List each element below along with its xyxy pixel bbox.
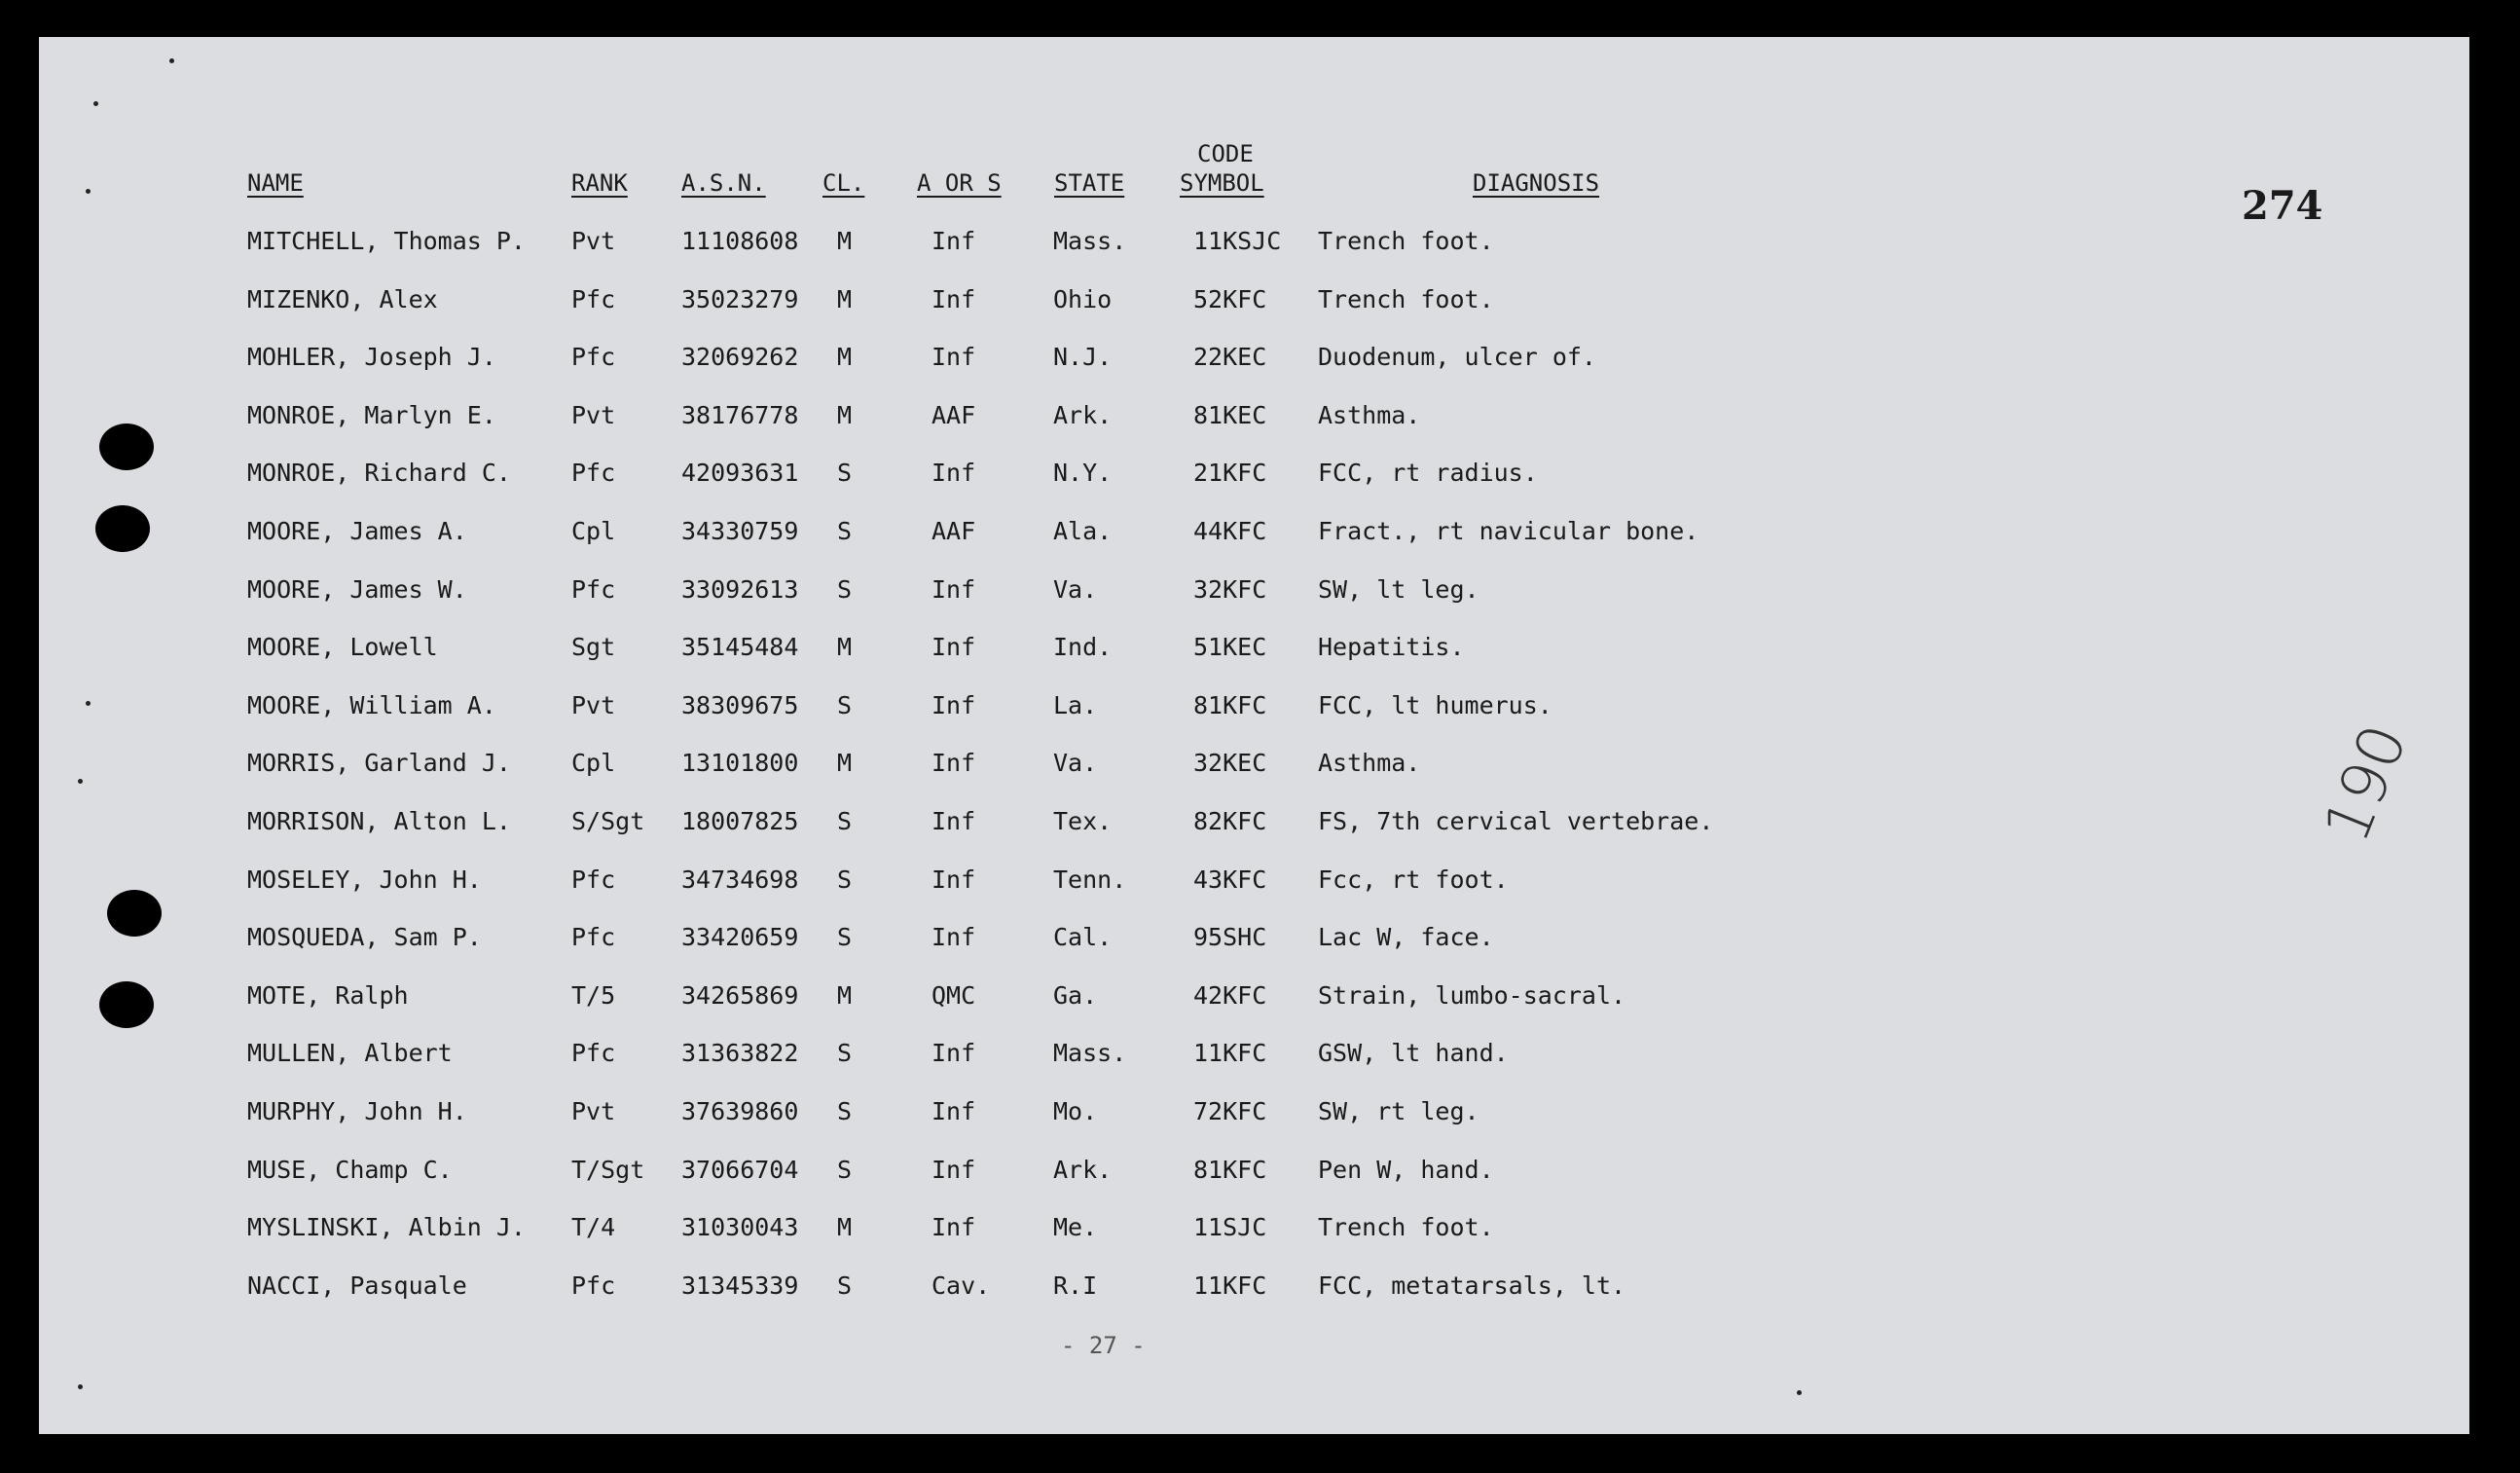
asn-cell: 18007825 (681, 807, 799, 835)
rank-cell: Pvt (571, 227, 616, 255)
name-cell: MOHLER, Joseph J. (247, 343, 496, 371)
code-symbol-cell: 11SJC (1193, 1213, 1267, 1241)
rank-cell: Pvt (571, 691, 616, 719)
class-cell: M (837, 343, 853, 371)
state-cell: Cal. (1053, 923, 1113, 951)
arm-or-service-cell: Inf (931, 749, 976, 777)
code-symbol-cell: 11KFC (1193, 1039, 1267, 1067)
code-symbol-cell: 81KEC (1193, 401, 1267, 429)
diagnosis-cell: Lac W, face. (1318, 923, 1494, 951)
diagnosis-cell: FCC, rt radius. (1318, 459, 1538, 487)
header-asn: A.S.N. (681, 169, 766, 197)
code-symbol-cell: 11KSJC (1193, 227, 1282, 255)
arm-or-service-cell: Inf (931, 923, 976, 951)
asn-cell: 35145484 (681, 633, 799, 661)
asn-cell: 35023279 (681, 285, 799, 313)
state-cell: Ohio (1053, 285, 1113, 313)
header-name: NAME (247, 169, 304, 197)
name-cell: MOSELEY, John H. (247, 865, 482, 894)
asn-cell: 38176778 (681, 401, 799, 429)
record-card (39, 37, 2469, 1434)
punch-hole (107, 890, 162, 937)
arm-or-service-cell: Inf (931, 865, 976, 894)
rank-cell: T/Sgt (571, 1156, 645, 1184)
state-cell: Ark. (1053, 1156, 1113, 1184)
class-cell: S (837, 517, 853, 545)
asn-cell: 11108608 (681, 227, 799, 255)
asn-cell: 31030043 (681, 1213, 799, 1241)
rank-cell: S/Sgt (571, 807, 645, 835)
code-symbol-cell: 52KFC (1193, 285, 1267, 313)
state-cell: Tenn. (1053, 865, 1127, 894)
code-symbol-cell: 32KFC (1193, 575, 1267, 604)
asn-cell: 31345339 (681, 1271, 799, 1300)
diagnosis-cell: Duodenum, ulcer of. (1318, 343, 1596, 371)
header-cl: CL. (822, 169, 865, 197)
speck (1797, 1390, 1802, 1395)
name-cell: MORRIS, Garland J. (247, 749, 511, 777)
class-cell: S (837, 1156, 853, 1184)
arm-or-service-cell: Inf (931, 575, 976, 604)
punch-hole (99, 981, 154, 1028)
state-cell: Mass. (1053, 227, 1127, 255)
name-cell: MUSE, Champ C. (247, 1156, 453, 1184)
state-cell: Ark. (1053, 401, 1113, 429)
class-cell: S (837, 575, 853, 604)
asn-cell: 34330759 (681, 517, 799, 545)
arm-or-service-cell: QMC (931, 981, 976, 1010)
rank-cell: Cpl (571, 517, 616, 545)
class-cell: S (837, 865, 853, 894)
class-cell: M (837, 749, 853, 777)
handwritten-number: 190 (2310, 715, 2423, 853)
header-diagnosis: DIAGNOSIS (1473, 169, 1600, 197)
name-cell: MOSQUEDA, Sam P. (247, 923, 482, 951)
arm-or-service-cell: AAF (931, 517, 976, 545)
asn-cell: 34265869 (681, 981, 799, 1010)
diagnosis-cell: Pen W, hand. (1318, 1156, 1494, 1184)
class-cell: S (837, 923, 853, 951)
name-cell: MIZENKO, Alex (247, 285, 438, 313)
code-symbol-cell: 51KEC (1193, 633, 1267, 661)
arm-or-service-cell: Inf (931, 1039, 976, 1067)
arm-or-service-cell: Inf (931, 1156, 976, 1184)
state-cell: Mass. (1053, 1039, 1127, 1067)
code-symbol-cell: 82KFC (1193, 807, 1267, 835)
name-cell: MURPHY, John H. (247, 1097, 467, 1125)
header-code-top: CODE (1197, 140, 1254, 167)
asn-cell: 37639860 (681, 1097, 799, 1125)
rank-cell: Pfc (571, 459, 616, 487)
arm-or-service-cell: Inf (931, 227, 976, 255)
punch-hole (95, 505, 150, 552)
rank-cell: T/4 (571, 1213, 616, 1241)
state-cell: N.J. (1053, 343, 1113, 371)
rank-cell: Pfc (571, 923, 616, 951)
header-code-symbol: SYMBOL (1180, 169, 1264, 197)
arm-or-service-cell: Inf (931, 459, 976, 487)
rank-cell: Pvt (571, 1097, 616, 1125)
diagnosis-cell: Asthma. (1318, 749, 1421, 777)
name-cell: MYSLINSKI, Albin J. (247, 1213, 526, 1241)
arm-or-service-cell: Inf (931, 1213, 976, 1241)
code-symbol-cell: 22KEC (1193, 343, 1267, 371)
rank-cell: Pfc (571, 575, 616, 604)
state-cell: Ga. (1053, 981, 1098, 1010)
speck (169, 58, 174, 63)
header-state: STATE (1054, 169, 1125, 197)
asn-cell: 37066704 (681, 1156, 799, 1184)
class-cell: M (837, 227, 853, 255)
speck (78, 1384, 83, 1389)
state-cell: Me. (1053, 1213, 1098, 1241)
state-cell: Tex. (1053, 807, 1113, 835)
name-cell: MOORE, James A. (247, 517, 467, 545)
name-cell: MORRISON, Alton L. (247, 807, 511, 835)
state-cell: R.I (1053, 1271, 1098, 1300)
rank-cell: Sgt (571, 633, 616, 661)
name-cell: MOORE, James W. (247, 575, 467, 604)
diagnosis-cell: Asthma. (1318, 401, 1421, 429)
arm-or-service-cell: Inf (931, 807, 976, 835)
rank-cell: Pfc (571, 285, 616, 313)
diagnosis-cell: GSW, lt hand. (1318, 1039, 1509, 1067)
rank-cell: Pvt (571, 401, 616, 429)
diagnosis-cell: FCC, lt humerus. (1318, 691, 1552, 719)
header-a-or-s: A OR S (917, 169, 1002, 197)
state-cell: Va. (1053, 749, 1098, 777)
class-cell: S (837, 1271, 853, 1300)
asn-cell: 42093631 (681, 459, 799, 487)
diagnosis-cell: Hepatitis. (1318, 633, 1465, 661)
class-cell: M (837, 981, 853, 1010)
class-cell: S (837, 807, 853, 835)
class-cell: S (837, 1097, 853, 1125)
name-cell: MOTE, Ralph (247, 981, 409, 1010)
diagnosis-cell: Fract., rt navicular bone. (1318, 517, 1699, 545)
class-cell: S (837, 1039, 853, 1067)
diagnosis-cell: Strain, lumbo-sacral. (1318, 981, 1626, 1010)
rank-cell: Pfc (571, 343, 616, 371)
name-cell: MONROE, Marlyn E. (247, 401, 496, 429)
code-symbol-cell: 21KFC (1193, 459, 1267, 487)
rank-cell: Cpl (571, 749, 616, 777)
state-cell: Mo. (1053, 1097, 1098, 1125)
class-cell: M (837, 285, 853, 313)
name-cell: NACCI, Pasquale (247, 1271, 467, 1300)
code-symbol-cell: 32KEC (1193, 749, 1267, 777)
rank-cell: Pfc (571, 1271, 616, 1300)
rank-cell: Pfc (571, 1039, 616, 1067)
state-cell: Ind. (1053, 633, 1113, 661)
name-cell: MOORE, William A. (247, 691, 496, 719)
name-cell: MULLEN, Albert (247, 1039, 453, 1067)
diagnosis-cell: Trench foot. (1318, 1213, 1494, 1241)
state-cell: Va. (1053, 575, 1098, 604)
arm-or-service-cell: Inf (931, 343, 976, 371)
rank-cell: T/5 (571, 981, 616, 1010)
punch-hole (99, 423, 154, 470)
speck (78, 779, 83, 784)
name-cell: MOORE, Lowell (247, 633, 438, 661)
asn-cell: 31363822 (681, 1039, 799, 1067)
name-cell: MONROE, Richard C. (247, 459, 511, 487)
code-symbol-cell: 11KFC (1193, 1271, 1267, 1300)
code-symbol-cell: 81KFC (1193, 1156, 1267, 1184)
name-cell: MITCHELL, Thomas P. (247, 227, 526, 255)
diagnosis-cell: SW, rt leg. (1318, 1097, 1479, 1125)
class-cell: M (837, 633, 853, 661)
arm-or-service-cell: Inf (931, 1097, 976, 1125)
asn-cell: 33092613 (681, 575, 799, 604)
arm-or-service-cell: Inf (931, 633, 976, 661)
code-symbol-cell: 44KFC (1193, 517, 1267, 545)
arm-or-service-cell: Inf (931, 285, 976, 313)
class-cell: M (837, 1213, 853, 1241)
code-symbol-cell: 81KFC (1193, 691, 1267, 719)
code-symbol-cell: 72KFC (1193, 1097, 1267, 1125)
class-cell: S (837, 459, 853, 487)
code-symbol-cell: 95SHC (1193, 923, 1267, 951)
state-cell: N.Y. (1053, 459, 1113, 487)
diagnosis-cell: FS, 7th cervical vertebrae. (1318, 807, 1714, 835)
header-rank: RANK (571, 169, 628, 197)
asn-cell: 13101800 (681, 749, 799, 777)
asn-cell: 34734698 (681, 865, 799, 894)
code-symbol-cell: 42KFC (1193, 981, 1267, 1010)
code-symbol-cell: 43KFC (1193, 865, 1267, 894)
speck (86, 701, 91, 706)
diagnosis-cell: Fcc, rt foot. (1318, 865, 1509, 894)
speck (86, 189, 91, 194)
speck (93, 101, 98, 106)
diagnosis-cell: FCC, metatarsals, lt. (1318, 1271, 1626, 1300)
class-cell: M (837, 401, 853, 429)
arm-or-service-cell: Inf (931, 691, 976, 719)
state-cell: Ala. (1053, 517, 1113, 545)
footer-page-mark: - 27 - (1061, 1332, 1146, 1359)
diagnosis-cell: Trench foot. (1318, 227, 1494, 255)
asn-cell: 33420659 (681, 923, 799, 951)
asn-cell: 38309675 (681, 691, 799, 719)
asn-cell: 32069262 (681, 343, 799, 371)
state-cell: La. (1053, 691, 1098, 719)
class-cell: S (837, 691, 853, 719)
diagnosis-cell: SW, lt leg. (1318, 575, 1479, 604)
arm-or-service-cell: AAF (931, 401, 976, 429)
arm-or-service-cell: Cav. (931, 1271, 991, 1300)
page-number: 274 (2242, 183, 2323, 229)
diagnosis-cell: Trench foot. (1318, 285, 1494, 313)
rank-cell: Pfc (571, 865, 616, 894)
